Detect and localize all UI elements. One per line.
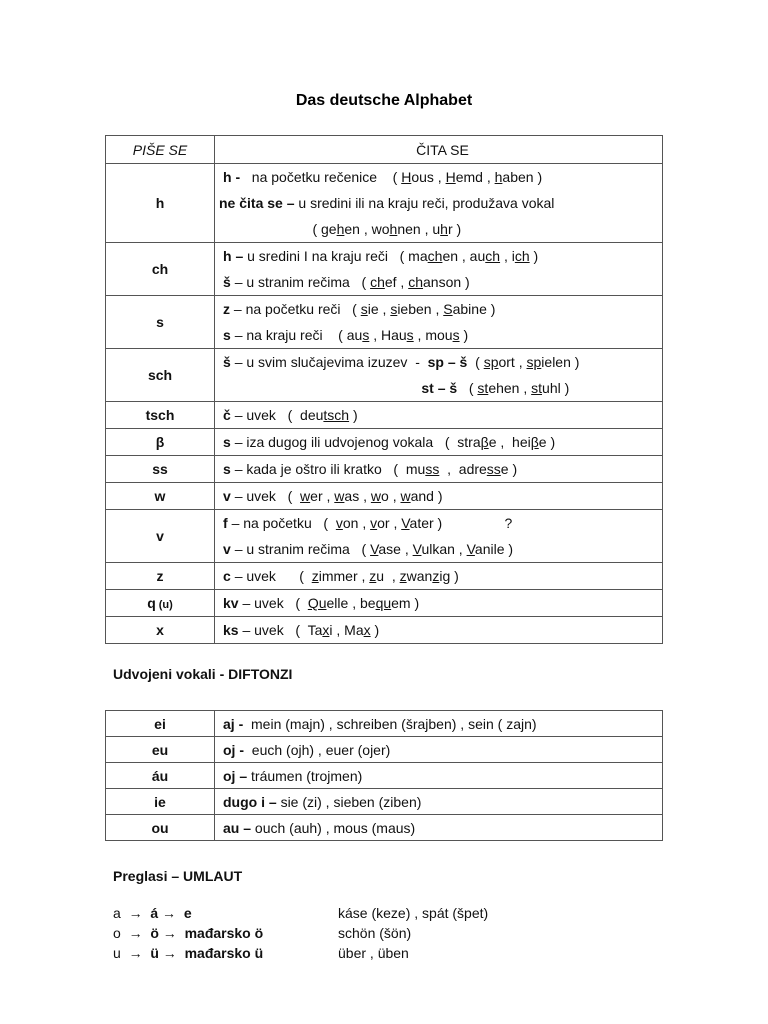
text-segment: – uvek ( <box>234 488 301 504</box>
text-segment: em ) <box>391 595 420 611</box>
underlined-letters: h <box>494 169 503 185</box>
bold-text: h – <box>223 248 248 264</box>
pronunciation-line <box>223 269 662 295</box>
text-segment: sie (zi) , sieben (ziben) <box>280 793 422 810</box>
pronunciation-cell <box>215 243 663 296</box>
underlined-letters: z <box>311 568 319 584</box>
table-row <box>106 483 663 510</box>
letter: sch <box>147 367 173 383</box>
bold-text: f <box>223 515 232 531</box>
bold-text: dugo i – <box>223 793 281 810</box>
text-segment: u , <box>376 568 400 584</box>
pronunciation-cell <box>215 590 663 617</box>
diphthong-cell: ei <box>106 711 215 737</box>
pronunciation-line <box>223 243 662 269</box>
text-segment: – u stranim rečima ( <box>234 274 371 290</box>
diphthong-pronunciation-cell <box>215 789 663 815</box>
underlined-letters: s <box>360 301 368 317</box>
pronunciation-line <box>223 590 662 616</box>
text-segment: – kada je oštro ili kratko ( mu <box>234 461 426 477</box>
text-segment: ef , <box>384 274 409 290</box>
letter-note: (u) <box>158 599 173 611</box>
pronunciation-cell <box>215 296 663 349</box>
text-segment: ielen ) <box>541 354 580 370</box>
letter-cell <box>106 402 215 429</box>
bold-text: ks <box>223 622 243 638</box>
letter: x <box>156 622 164 638</box>
letter-cell <box>106 456 215 483</box>
text-segment: ouch (auh) , mous (maus) <box>254 819 416 836</box>
diphthong-pronunciation-cell <box>215 763 663 789</box>
text-segment: uhl ) <box>542 380 570 396</box>
pronunciation-cell <box>215 456 663 483</box>
underlined-letters: x <box>322 622 330 638</box>
pronunciation-cell <box>215 429 663 456</box>
text-segment: , i <box>500 248 515 264</box>
underlined-letters: w <box>334 488 345 504</box>
letter-cell <box>106 617 215 644</box>
underlined-letters: tsch <box>323 407 350 423</box>
diphthong-cell: ou <box>106 815 215 841</box>
pronunciation-line <box>223 349 662 375</box>
text-segment: ) <box>370 622 380 638</box>
text-segment: emd , <box>455 169 495 185</box>
letter-cell <box>106 164 215 243</box>
umlaut-line <box>113 923 673 943</box>
underlined-letters: w <box>370 488 382 504</box>
pronunciation-cell <box>215 510 663 563</box>
text-segment: – u stranim rečima ( <box>234 541 371 557</box>
pronunciation-line <box>223 402 662 428</box>
text-segment: ous , <box>411 169 446 185</box>
bold-text: e <box>183 905 192 921</box>
alphabet-table <box>105 135 663 644</box>
text-segment: anson ) <box>423 274 470 290</box>
table-row <box>106 563 663 590</box>
underlined-letters: s <box>406 327 414 343</box>
text-segment: ie , <box>367 301 391 317</box>
pronunciation-cell <box>215 617 663 644</box>
text-segment: euch (ojh) , euer (ojer) <box>247 741 391 758</box>
text-segment: abine ) <box>452 301 496 317</box>
diphthong-pronunciation-cell <box>215 737 663 763</box>
text-segment: , Hau <box>369 327 407 343</box>
text-segment: – u svim slučajevima izuzev - <box>234 354 428 370</box>
text-segment: anile ) <box>474 541 514 557</box>
pronunciation-line <box>223 456 662 482</box>
text-segment: – na početku reči ( <box>233 301 361 317</box>
letter-cell <box>106 349 215 402</box>
umlaut-rule <box>113 923 263 943</box>
underlined-letters: s <box>452 327 460 343</box>
text-segment: , adre <box>439 461 487 477</box>
diphthong-pronunciation-cell <box>215 815 663 841</box>
pronunciation-line <box>223 216 662 242</box>
bold-text: mađarsko ü <box>184 945 264 961</box>
text-segment: on , <box>342 515 371 531</box>
text-segment: ) <box>349 407 358 423</box>
umlaut-rule <box>113 943 263 963</box>
underlined-letters: V <box>466 541 475 557</box>
underlined-letters: x <box>363 622 371 638</box>
table-row <box>106 456 663 483</box>
text-segment: ase , <box>378 541 413 557</box>
text-segment: ort , <box>498 354 527 370</box>
underlined-letters: h <box>336 221 345 237</box>
underlined-letters: w <box>300 488 311 504</box>
bold-text: aj - <box>223 715 248 732</box>
bold-text: c <box>223 568 235 584</box>
text-segment: nen , u <box>397 221 441 237</box>
text-segment: ehen , <box>488 380 532 396</box>
letter: β <box>155 434 165 450</box>
table-row <box>106 164 663 243</box>
bold-text: š <box>223 274 235 290</box>
table-row <box>106 737 663 763</box>
letter: s <box>156 314 164 330</box>
text-segment: r ) <box>447 221 462 237</box>
text-segment: e , hei <box>488 434 531 450</box>
column-header-written: PIŠE SE <box>106 136 215 164</box>
underlined-letters: s <box>390 301 398 317</box>
text-segment: ) <box>459 327 469 343</box>
table-row <box>106 429 663 456</box>
underlined-letters: β <box>480 434 489 450</box>
umlaut-example: schön (šön) <box>338 925 412 941</box>
underlined-letters: h <box>440 221 448 237</box>
text-segment: – iza dugog ili udvojenog vokala ( stra <box>234 434 481 450</box>
pronunciation-line <box>223 164 662 190</box>
table-row <box>106 349 663 402</box>
pronunciation-line <box>223 483 662 509</box>
text-segment: i , Ma <box>329 622 364 638</box>
underlined-letters: z <box>399 568 407 584</box>
pronunciation-line <box>223 563 662 589</box>
text-segment: – uvek ( Ta <box>242 622 323 638</box>
bold-text: oj - <box>223 741 248 758</box>
table-row <box>106 711 663 737</box>
bold-text: ne čita se – <box>219 195 299 211</box>
text-segment: aben ) <box>502 169 543 185</box>
bold-text: č <box>223 407 235 423</box>
text-segment: as , <box>344 488 371 504</box>
letter: tsch <box>145 407 175 423</box>
underlined-letters: β <box>530 434 539 450</box>
text-segment: – uvek ( deu <box>234 407 324 423</box>
underlined-letters: V <box>412 541 422 557</box>
underlined-letters: v <box>370 515 378 531</box>
bold-text: š <box>223 354 235 370</box>
underlined-letters: ch <box>370 274 385 290</box>
text-segment: ieben , <box>397 301 444 317</box>
text-segment: ( <box>467 354 484 370</box>
bold-text: v <box>223 541 235 557</box>
text-segment: immer , <box>318 568 370 584</box>
pronunciation-line <box>223 617 662 643</box>
bold-text: s <box>223 461 235 477</box>
pronunciation-cell <box>215 349 663 402</box>
text-segment: tráumen (trojmen) <box>251 767 363 784</box>
underlined-letters: ch <box>427 248 443 264</box>
pronunciation-line <box>223 536 662 562</box>
underlined-letters: ss <box>486 461 501 477</box>
text-segment: → <box>158 945 185 961</box>
letter-cell <box>106 296 215 349</box>
underlined-letters: H <box>401 169 412 185</box>
table-row <box>106 590 663 617</box>
text-segment: → <box>158 925 185 941</box>
diphthongs-heading: Udvojeni vokali - DIFTONZI <box>113 666 293 682</box>
umlaut-rule <box>113 903 192 923</box>
letter-cell <box>106 243 215 296</box>
underlined-letters: ch <box>408 274 424 290</box>
underlined-letters: H <box>445 169 456 185</box>
pronunciation-cell <box>215 563 663 590</box>
text-segment: wan <box>406 568 433 584</box>
letter: h <box>155 195 165 211</box>
pronunciation-line <box>223 322 662 348</box>
underlined-letters: z <box>432 568 440 584</box>
diphthong-cell: eu <box>106 737 215 763</box>
pronunciation-cell <box>215 164 663 243</box>
pronunciation-cell <box>215 483 663 510</box>
page-title: Das deutsche Alphabet <box>295 92 473 109</box>
letter: w <box>154 488 166 504</box>
text-segment: ( ge <box>223 221 337 237</box>
table-row <box>106 763 663 789</box>
text-segment: o , <box>381 488 401 504</box>
underlined-letters: sp <box>526 354 542 370</box>
text-segment: , mou <box>413 327 453 343</box>
letter-cell <box>106 483 215 510</box>
text-segment <box>223 380 421 396</box>
table-row <box>106 617 663 644</box>
bold-text: st – š <box>421 380 458 396</box>
underlined-letters: ch <box>514 248 530 264</box>
text-segment: a → <box>113 905 151 921</box>
table-row <box>106 789 663 815</box>
text-segment: mein (majn) , schreiben (šrajben) , sein ( zajn) <box>247 715 537 732</box>
letter-cell <box>106 429 215 456</box>
text-segment: na početku rečenice ( <box>244 169 402 185</box>
letter: v <box>156 528 164 544</box>
table-row <box>106 243 663 296</box>
text-segment: – uvek ( <box>242 595 308 611</box>
bold-text: au – <box>223 819 255 836</box>
diphthongs-table <box>105 710 663 841</box>
text-segment: elle , be <box>326 595 376 611</box>
bold-text: á <box>150 905 159 921</box>
text-segment: en , au <box>442 248 486 264</box>
table-row <box>106 510 663 563</box>
letter-cell <box>106 563 215 590</box>
bold-text: sp – š <box>427 354 468 370</box>
underlined-letters: V <box>401 515 410 531</box>
text-segment: er , <box>310 488 335 504</box>
text-segment: – uvek ( <box>234 568 312 584</box>
pronunciation-line <box>219 190 662 216</box>
text-segment: u → <box>113 945 151 961</box>
pronunciation-line <box>223 510 662 536</box>
underlined-letters: h <box>389 221 398 237</box>
letter-cell <box>106 510 215 563</box>
pronunciation-line <box>223 429 662 455</box>
text-segment: ) <box>529 248 539 264</box>
letter-cell <box>106 590 215 617</box>
umlaut-example: káse (keze) , spát (špet) <box>338 905 489 921</box>
text-segment: u sredini I na kraju reči ( ma <box>247 248 428 264</box>
text-segment: ( <box>457 380 478 396</box>
diphthong-cell: ie <box>106 789 215 815</box>
text-segment: o → <box>113 925 151 941</box>
column-header-read: ČITA SE <box>215 136 663 164</box>
table-row <box>106 815 663 841</box>
letter: ch <box>151 261 169 277</box>
underlined-letters: qu <box>375 595 392 611</box>
bold-text: ü <box>150 945 159 961</box>
text-segment: e ) <box>538 434 556 450</box>
underlined-letters: S <box>443 301 453 317</box>
underlined-letters: sp <box>483 354 499 370</box>
text-segment: or , <box>377 515 402 531</box>
bold-text: oj – <box>223 767 252 784</box>
underlined-letters: w <box>400 488 411 504</box>
text-segment: → <box>158 905 184 921</box>
letter: q <box>147 595 156 611</box>
umlaut-example: über , üben <box>338 945 409 961</box>
bold-text: z <box>223 301 234 317</box>
umlaut-heading: Preglasi – UMLAUT <box>113 868 243 884</box>
underlined-letters: st <box>531 380 543 396</box>
letter: ss <box>152 461 168 477</box>
underlined-letters: z <box>369 568 377 584</box>
pronunciation-cell <box>215 402 663 429</box>
bold-text: mađarsko ö <box>184 925 264 941</box>
underlined-letters: Qu <box>307 595 327 611</box>
diphthong-pronunciation-cell <box>215 711 663 737</box>
underlined-letters: ch <box>485 248 501 264</box>
bold-text: v <box>223 488 235 504</box>
diphthong-cell: áu <box>106 763 215 789</box>
text-segment: en , wo <box>344 221 390 237</box>
bold-text: s <box>223 434 235 450</box>
alphabet-table-header-row <box>106 136 663 164</box>
text-segment: ig ) <box>439 568 459 584</box>
underlined-letters: s <box>362 327 370 343</box>
underlined-letters: st <box>477 380 489 396</box>
underlined-letters: V <box>370 541 379 557</box>
text-segment: – na početku ( <box>231 515 336 531</box>
umlaut-line <box>113 943 673 963</box>
underlined-letters: ss <box>425 461 440 477</box>
text-segment: – na kraju reči ( au <box>234 327 363 343</box>
umlaut-line <box>113 903 673 923</box>
bold-text: ö <box>150 925 159 941</box>
table-row <box>106 296 663 349</box>
underlined-letters: v <box>335 515 343 531</box>
bold-text: s <box>223 327 235 343</box>
pronunciation-line <box>223 296 662 322</box>
text-segment: e ) <box>500 461 518 477</box>
pronunciation-line <box>223 375 662 401</box>
bold-text: kv <box>223 595 243 611</box>
text-segment: ulkan , <box>421 541 467 557</box>
letter: z <box>156 568 164 584</box>
text-segment: ater ) ? <box>409 515 513 531</box>
table-row <box>106 402 663 429</box>
text-segment: and ) <box>410 488 443 504</box>
bold-text: h - <box>223 169 244 185</box>
text-segment: u sredini ili na kraju reči, produžava vokal <box>298 195 555 211</box>
